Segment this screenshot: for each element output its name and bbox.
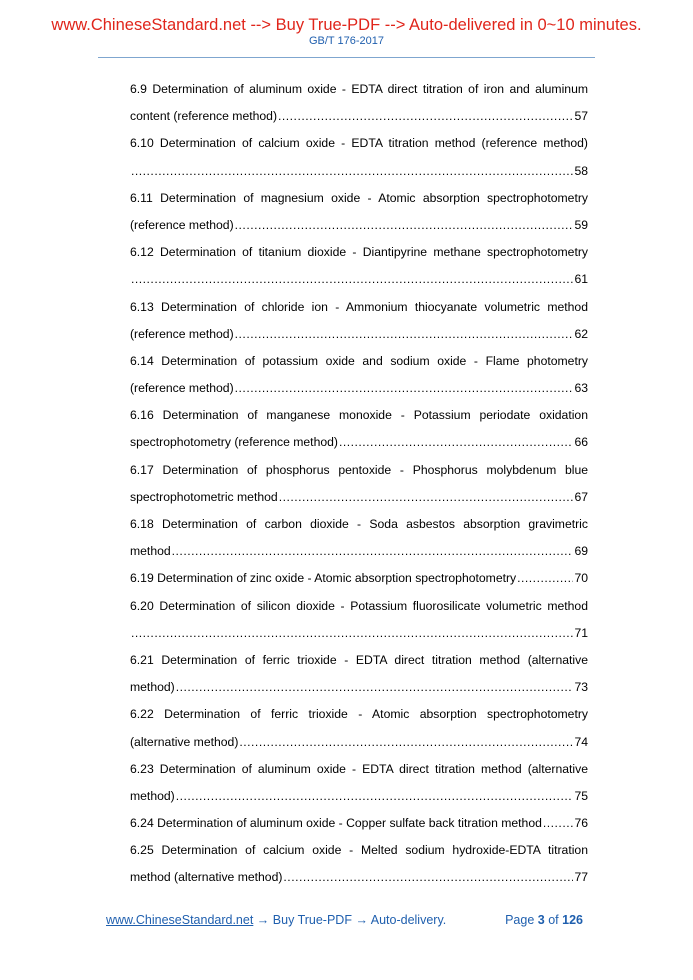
toc-entry-title: 6.9 Determination of aluminum oxide - EDTA direct titration of iron and aluminum xyxy=(130,82,588,96)
toc-entry-title: 6.16 Determination of manganese monoxide - Potassium periodate oxidation xyxy=(130,408,588,423)
toc-page-number: 76 xyxy=(574,816,588,831)
toc-entry[interactable] xyxy=(130,294,588,348)
toc-page-number: 73 xyxy=(574,680,588,695)
toc-entry[interactable] xyxy=(130,647,588,701)
toc-entry-text: content (reference method) xyxy=(130,109,278,124)
toc-leader-dots xyxy=(235,321,574,348)
toc-leader-dots xyxy=(278,103,573,130)
toc-leader-dots xyxy=(131,158,573,185)
toc-entry-text: (alternative method) xyxy=(130,734,239,749)
arrow-right-icon: → xyxy=(256,913,270,927)
toc-leader-dots xyxy=(176,674,574,701)
arrow-right-icon: → xyxy=(355,913,368,927)
toc-leader-dots xyxy=(235,212,574,239)
toc-entry-text: 6.24 Determination of aluminum oxide - Copper sulfate back titration method xyxy=(130,816,542,831)
toc-page-number: 61 xyxy=(574,272,588,287)
toc-entry-line xyxy=(130,565,588,592)
toc-entry-text: (reference method) xyxy=(130,381,234,396)
toc-leader-dots xyxy=(543,810,574,837)
toc-entry-line xyxy=(130,429,588,456)
toc-entry-title: 6.22 Determination of ferric trioxide - Atomic absorption spectrophotometry xyxy=(130,707,588,722)
toc-page-number: 66 xyxy=(574,435,588,450)
toc-entry[interactable] xyxy=(130,402,588,456)
toc-entry-title: 6.12 Determination of titanium dioxide - Diantipyrine methane spectrophotometry xyxy=(130,245,588,260)
toc-leader-dots xyxy=(235,375,574,402)
toc-entry-text: spectrophotometry (reference method) xyxy=(130,435,338,450)
page-indicator xyxy=(505,913,583,927)
toc-leader-dots xyxy=(283,864,573,891)
toc-entry-text: (reference method) xyxy=(130,326,234,341)
toc-entry-title: 6.13 Determination of chloride ion - Ammonium thiocyanate volumetric method xyxy=(130,299,588,314)
page-current: 3 xyxy=(537,913,545,927)
toc-entry[interactable] xyxy=(130,185,588,239)
toc-entry-line xyxy=(130,321,588,348)
toc-page-number: 77 xyxy=(574,870,588,885)
toc-entry-text: method (alternative method) xyxy=(130,870,283,885)
toc-page-number: 58 xyxy=(574,163,588,178)
toc-entry-title: 6.17 Determination of phosphorus pentoxide - Phosphorus molybdenum blue xyxy=(130,462,588,477)
toc-page-number: 71 xyxy=(574,625,588,640)
toc-entry[interactable] xyxy=(130,130,588,184)
top-banner[interactable]: www.ChineseStandard.net --> Buy True-PDF --> Auto-delivered in 0~10 minutes. xyxy=(51,16,642,34)
toc-leader-dots xyxy=(131,620,573,647)
toc-entry-line xyxy=(130,620,588,647)
toc-entry-line xyxy=(130,810,588,837)
page-footer xyxy=(0,913,693,933)
toc-page-number: 75 xyxy=(574,788,588,803)
toc-entry[interactable] xyxy=(130,565,588,592)
table-of-contents xyxy=(130,76,588,892)
toc-entry[interactable] xyxy=(130,593,588,647)
toc-entry-title: 6.25 Determination of calcium oxide - Melted sodium hydroxide-EDTA titration xyxy=(130,843,588,858)
toc-entry-title: 6.21 Determination of ferric trioxide - EDTA direct titration method (alternative xyxy=(130,652,588,667)
toc-page-number: 62 xyxy=(574,326,588,341)
toc-entry-title: 6.23 Determination of aluminum oxide - EDTA direct titration method (alternative xyxy=(130,761,588,776)
toc-entry[interactable] xyxy=(130,756,588,810)
toc-entry-title: 6.11 Determination of magnesium oxide - Atomic absorption spectrophotometry xyxy=(130,190,588,205)
toc-leader-dots xyxy=(517,565,573,592)
toc-entry[interactable] xyxy=(130,511,588,565)
toc-entry-text: method) xyxy=(130,788,175,803)
toc-page-number: 74 xyxy=(574,734,588,749)
page-total: 126 xyxy=(562,913,583,927)
toc-entry-title: 6.14 Determination of potassium oxide and sodium oxide - Flame photometry xyxy=(130,353,588,368)
toc-page-number: 69 xyxy=(574,544,588,559)
toc-entry-text: (reference method) xyxy=(130,217,234,232)
footer-links xyxy=(106,913,446,927)
toc-entry-line xyxy=(130,212,588,239)
toc-entry-line xyxy=(130,783,588,810)
toc-entry[interactable] xyxy=(130,701,588,755)
toc-entry-title: 6.20 Determination of silicon dioxide - Potassium fluorosilicate volumetric method xyxy=(130,598,588,613)
toc-leader-dots xyxy=(172,538,574,565)
document-id: GB/T 176-2017 xyxy=(308,35,384,47)
toc-entry-line xyxy=(130,729,588,756)
footer-buy-link[interactable]: Buy True-PDF xyxy=(272,913,352,927)
toc-entry-text: method xyxy=(130,544,171,559)
toc-entry-text: 6.19 Determination of zinc oxide - Atomic absorption spectrophotometry xyxy=(130,571,517,586)
toc-entry-line xyxy=(130,103,588,130)
page-of: of xyxy=(548,913,559,927)
toc-entry[interactable] xyxy=(130,457,588,511)
page-label: Page xyxy=(505,913,535,927)
toc-entry-title: 6.18 Determination of carbon dioxide - Soda asbestos absorption gravimetric xyxy=(130,517,588,531)
toc-leader-dots xyxy=(339,429,573,456)
toc-entry-line xyxy=(130,266,588,293)
toc-entry[interactable] xyxy=(130,348,588,402)
toc-entry[interactable] xyxy=(130,837,588,891)
toc-entry-text: spectrophotometric method xyxy=(130,489,278,504)
toc-entry[interactable] xyxy=(130,76,588,130)
toc-page-number: 57 xyxy=(574,109,588,124)
toc-page-number: 63 xyxy=(574,381,588,396)
footer-delivery-text: Auto-delivery. xyxy=(370,913,447,927)
toc-entry[interactable] xyxy=(130,810,588,837)
toc-entry-line xyxy=(130,158,588,185)
toc-entry-line xyxy=(130,864,588,891)
toc-leader-dots xyxy=(239,729,573,756)
toc-leader-dots xyxy=(131,266,573,293)
toc-entry-line xyxy=(130,375,588,402)
toc-leader-dots xyxy=(176,783,574,810)
header-rule xyxy=(98,57,595,58)
toc-leader-dots xyxy=(279,484,574,511)
toc-entry-line xyxy=(130,674,588,701)
toc-page-number: 70 xyxy=(574,571,588,586)
toc-entry-line xyxy=(130,484,588,511)
toc-page-number: 59 xyxy=(574,217,588,232)
toc-entry-text: method) xyxy=(130,680,175,695)
toc-entry[interactable] xyxy=(130,239,588,293)
toc-entry-title: 6.10 Determination of calcium oxide - EDTA titration method (reference method) xyxy=(130,136,588,151)
footer-site-link[interactable]: www.ChineseStandard.net xyxy=(106,913,254,927)
toc-entry-line xyxy=(130,538,588,565)
toc-page-number: 67 xyxy=(574,489,588,504)
